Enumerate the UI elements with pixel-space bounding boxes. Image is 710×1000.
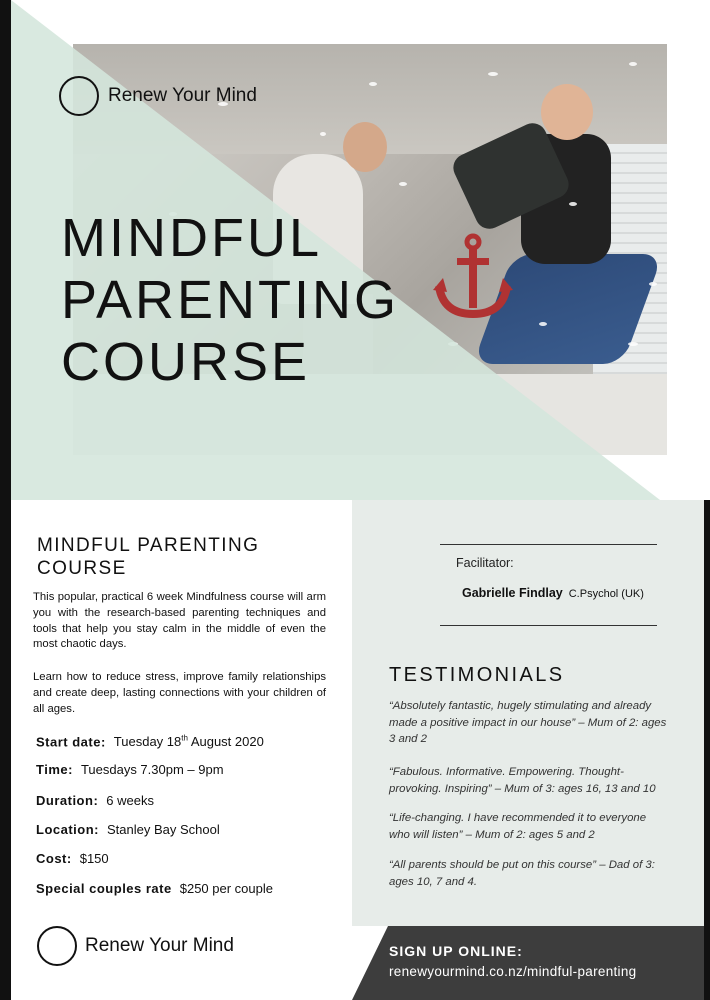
intro-paragraph-2: Learn how to reduce stress, improve family relationships and create deep, lasting connections with your children of all ages. (33, 671, 326, 715)
testimonial-2: “Fabulous. Informative. Empowering. Thought-provoking. Inspiring” – Mum of 3: ages 16, 13 and 10 (389, 766, 656, 795)
hero-section (11, 0, 710, 500)
facilitator-label: Facilitator: (456, 556, 514, 570)
signup-banner[interactable] (352, 926, 704, 1000)
intro-paragraph-1: This popular, practical 6 week Mindfulness course will arm you with the research-based parenting techniques and tools that help you stay calm in the middle of even the most chaotic days. (33, 591, 326, 651)
testimonials-title: TESTIMONIALS (389, 664, 565, 686)
detail-cost: Cost: $150 (36, 851, 109, 866)
signup-heading: SIGN UP ONLINE: (389, 943, 523, 959)
info-panel (352, 500, 704, 1000)
circle-logo-icon (37, 926, 77, 966)
facilitator-name: Gabrielle Findlay C.Psychol (UK) (462, 586, 644, 600)
detail-couples-rate: Special couples rate $250 per couple (36, 881, 273, 896)
hero-title: MINDFUL PARENTING COURSE (61, 208, 400, 392)
logo-bottom (37, 926, 234, 966)
testimonial-4: “All parents should be put on this course” – Dad of 3: ages 10, 7 and 4. (389, 859, 655, 888)
right-frame-bar (704, 500, 710, 1000)
signup-link[interactable]: renewyourmind.co.nz/mindful-parenting (389, 964, 637, 979)
brand-name: Renew Your Mind (108, 85, 257, 106)
detail-time: Time: Tuesdays 7.30pm – 9pm (36, 762, 224, 777)
divider (440, 625, 657, 626)
logo-top (59, 76, 257, 116)
divider (440, 544, 657, 545)
detail-location: Location: Stanley Bay School (36, 822, 220, 837)
left-frame-bar (0, 0, 11, 1000)
course-title: MINDFUL PARENTING COURSE (37, 535, 260, 579)
testimonial-1: “Absolutely fantastic, hugely stimulating and already made a positive impact in our house” – Mum of 2: ages 3 and 2 (389, 700, 667, 745)
testimonial-3: “Life-changing. I have recommended it to everyone who will listen” – Mum of 2: ages 5 and 2 (389, 812, 647, 841)
brand-name: Renew Your Mind (85, 935, 234, 956)
detail-duration: Duration: 6 weeks (36, 793, 154, 808)
detail-start-date: Start date: Tuesday 18th August 2020 (36, 734, 264, 750)
circle-logo-icon (59, 76, 99, 116)
